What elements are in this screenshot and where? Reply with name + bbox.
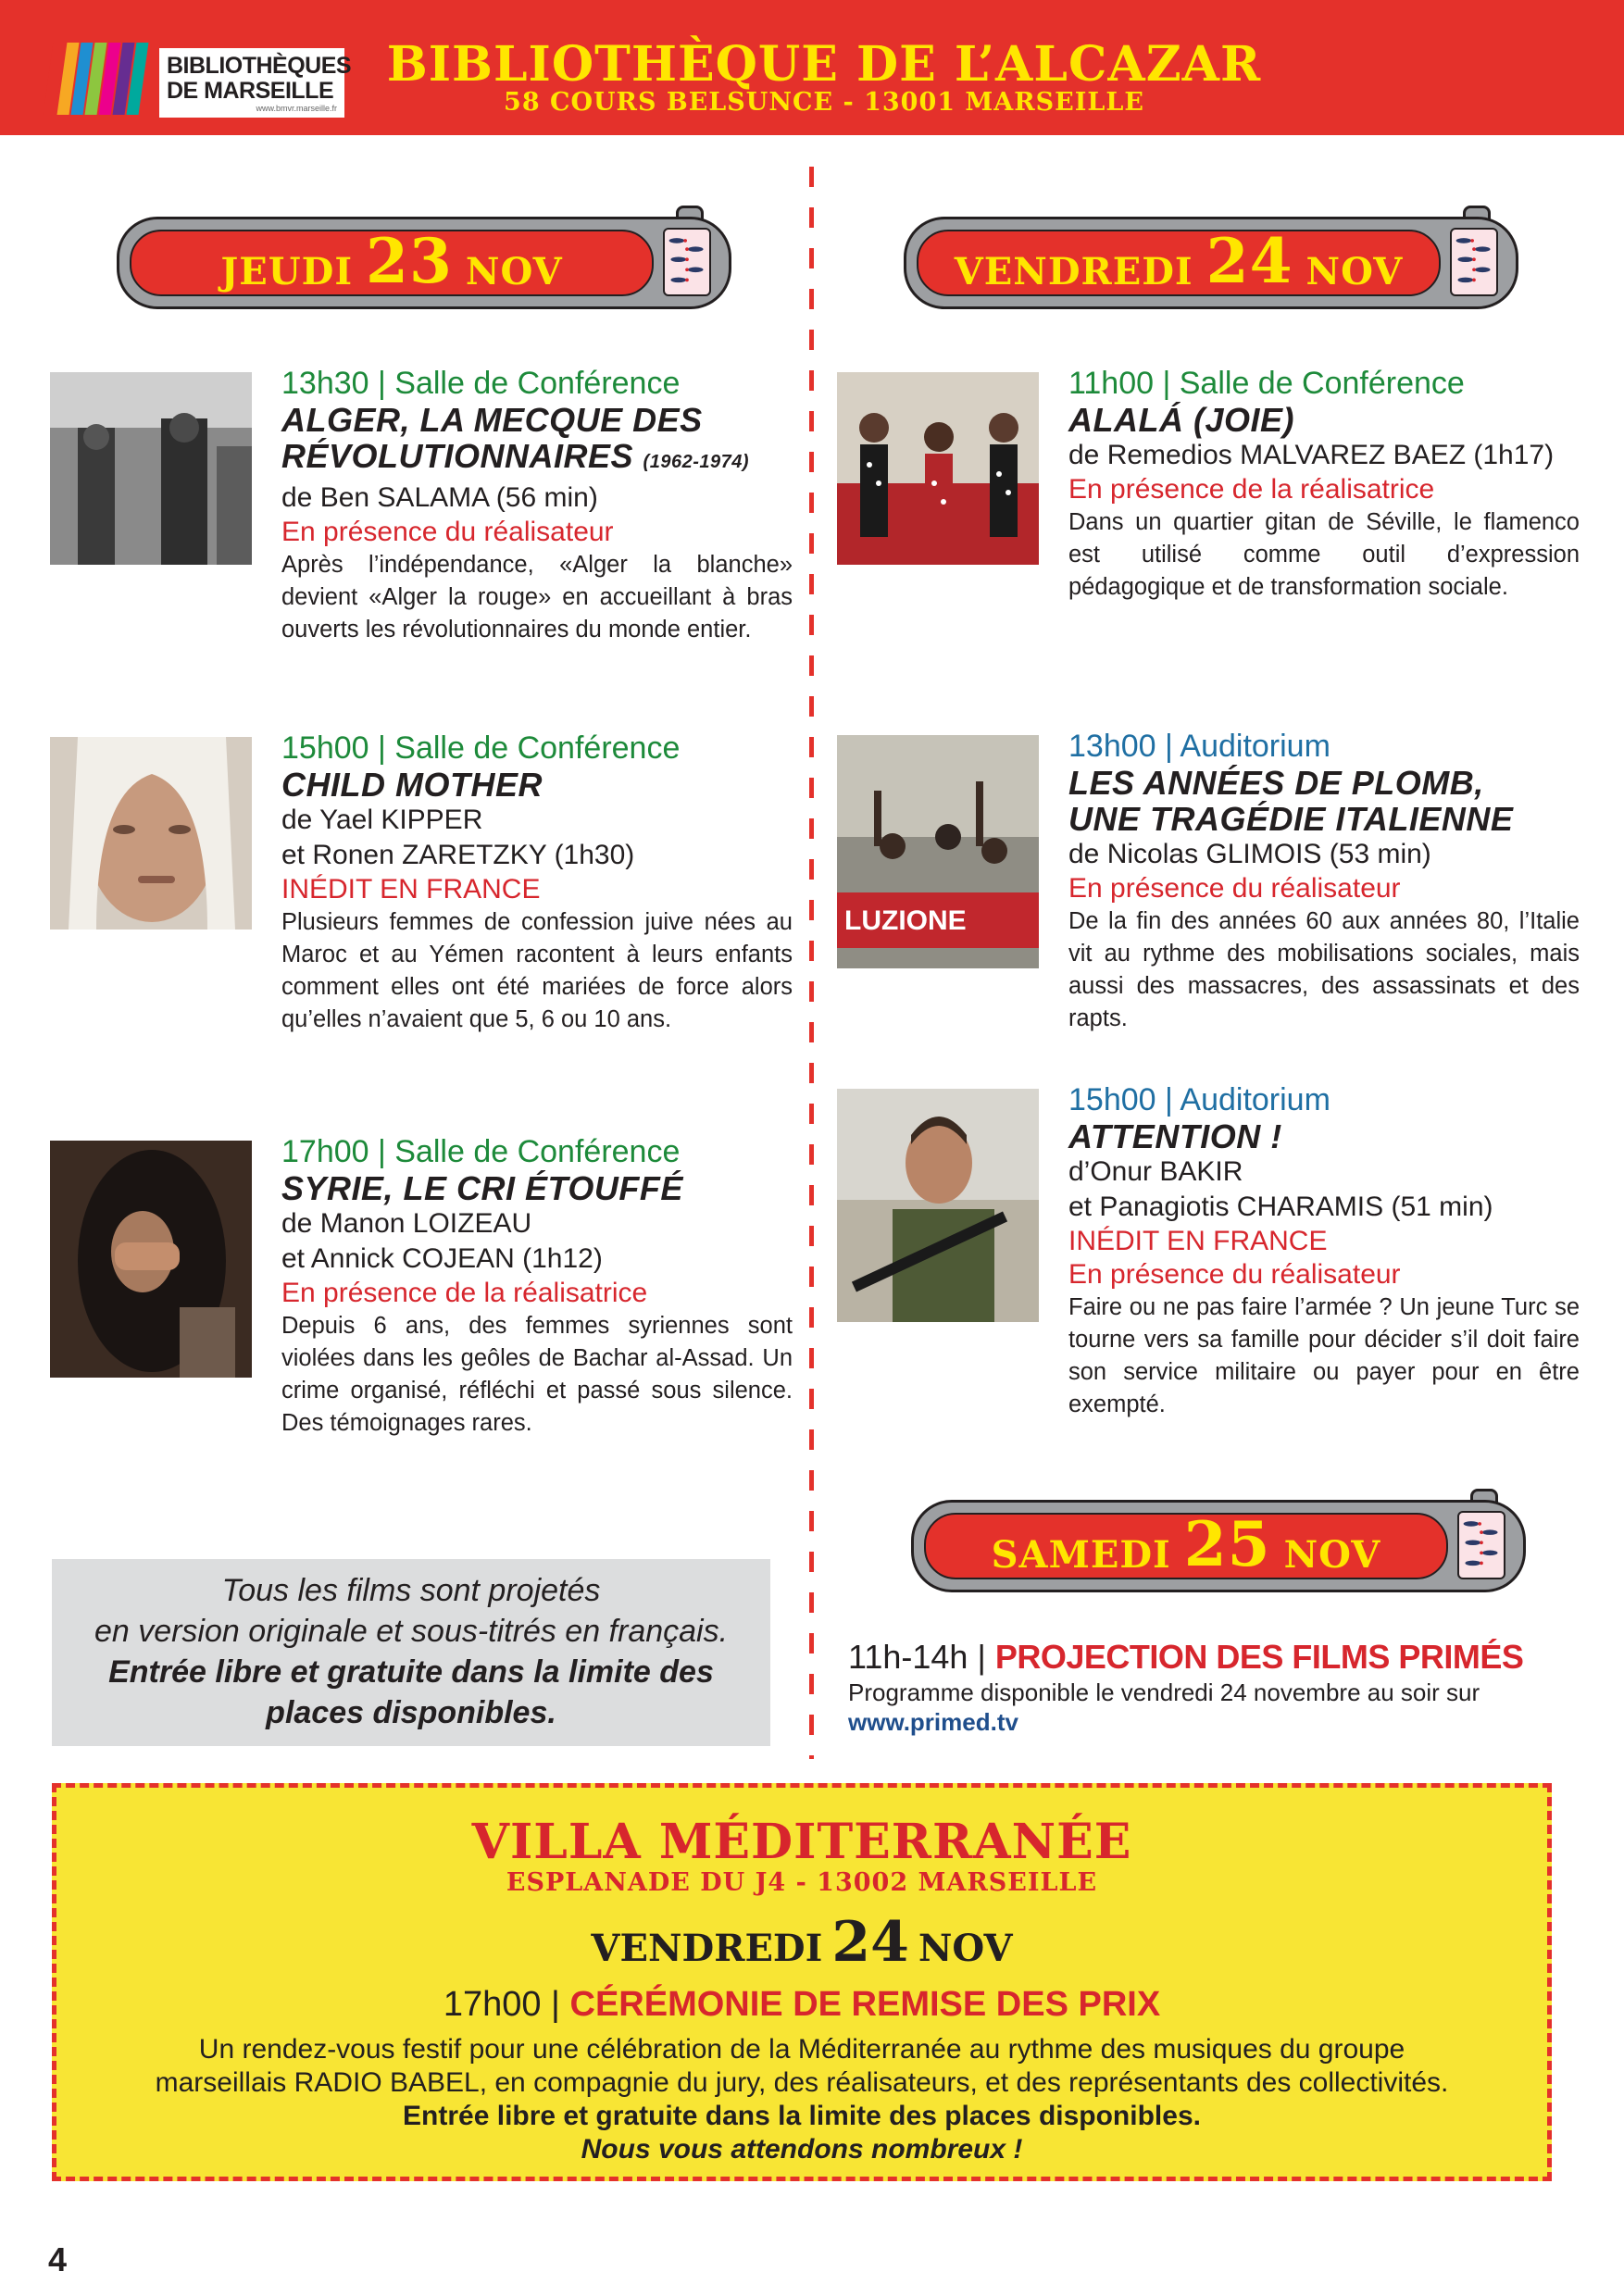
venue-name: BIBLIOTHÈQUE DE L’ALCAZAR [386,36,1262,93]
day-banner-saturday [911,1489,1526,1592]
film-director: d’Onur BAKIR [1068,1156,1243,1187]
film-director: de Nicolas GLIMOIS (53 min) [1068,839,1431,869]
villa-description-1: Un rendez-vous festif pour une célébration de la Méditerranée au rythme des musiques du groupe [198,2034,1405,2065]
film-text [281,730,793,1036]
banner-label-area [130,225,654,297]
italian-protest-photo [837,735,1039,968]
saturday-event-time: 11h-14h | [848,1638,986,1676]
film-description: Faire ou ne pas faire l’armée ? Un jeune Turc se tourne vers sa famille pour décider s’il doit faire son service militaire ou payer pour en être exempté. [1068,1294,1580,1417]
film-description: Plusieurs femmes de confession juive nées au Maroc et au Yémen racontent à leurs enfants comment elles ont été mariées de force alors qu’elles n’avaient que 5, 6 ou 10 ans. [281,909,793,1032]
venue-heading [361,37,1287,117]
sardines-icon [1457,1511,1505,1579]
film-note: En présence de la réalisatrice [281,1278,648,1308]
film-director-2: et Ronen ZARETZKY (1h30) [281,840,635,870]
info-line-1: Tous les films sont projetés [221,1573,601,1608]
film-note: En présence de la réalisatrice [1068,474,1435,505]
villa-event-time: 17h00 | [443,1985,560,2024]
film-director: de Ben SALAMA (56 min) [281,482,598,513]
film-description: Après l’indépendance, «Alger la blanche» devient «Alger la rouge» en accueillant à bras ouverts les révolutionnaires du monde entier. [281,552,793,643]
film-text [1068,1081,1580,1421]
primed-link[interactable]: www.primed.tv [848,1708,1018,1736]
film-title: ALGER, LA MECQUE DES RÉVOLUTIONNAIRES (1962-1974) [281,401,750,475]
film-title: CHILD MOTHER [281,766,543,804]
villa-name: VILLA MÉDITERRANÉE [471,1814,1132,1870]
svg-text:LUZIONE: LUZIONE [844,905,967,936]
film-text [1068,365,1580,604]
saturday-event-title: PROJECTION DES FILMS PRIMÉS [994,1638,1524,1676]
logo-line2: DE MARSEILLE [167,78,334,104]
film-director: de Remedios MALVAREZ BAEZ (1h17) [1068,440,1555,470]
soldier-with-rifle-photo [837,1089,1039,1322]
villa-closing: Nous vous attendons nombreux ! [581,2134,1023,2165]
banner-label-area [917,225,1441,297]
saturday-event [848,1637,1570,1737]
film-note: INÉDIT EN FRANCE [1068,1226,1328,1256]
sardines-icon [1450,228,1498,296]
film-note: En présence du réalisateur [1068,873,1401,904]
banner-label: VENDREDI 24 NOV [954,225,1404,297]
film-time: 13h30 | Salle de Conférence [281,366,681,401]
logo-url[interactable]: www.bmvr.marseille.fr [256,104,337,113]
screening-info-box [52,1559,770,1746]
flamenco-dancers-photo [837,372,1039,565]
villa-mediterranee-box [52,1783,1552,2181]
film-title: SYRIE, LE CRI ÉTOUFFÉ [281,1169,683,1207]
film-text [281,365,793,646]
film-time: 15h00 | Salle de Conférence [281,730,681,766]
film-description: Dans un quartier gitan de Séville, le flamenco est utilisé comme outil d’expression pédagogique et de transformation sociale. [1068,509,1580,600]
film-director: de Yael KIPPER [281,805,483,835]
villa-event-title: CÉRÉMONIE DE REMISE DES PRIX [569,1985,1161,2024]
villa-event-heading [56,1983,1547,2026]
page-number: 4 [48,2240,68,2278]
info-line-4: places disponibles. [266,1695,556,1730]
film-text [1068,728,1580,1035]
banner-label: SAMEDI 25 NOV [991,1508,1381,1580]
film-description: Depuis 6 ans, des femmes syriennes sont violées dans les geôles de Bachar al-Assad. Un crime organisé, réfléchi et passé sous silence. Des témoignages rares. [281,1313,793,1436]
villa-description-2: marseillais RADIO BABEL, en compagnie du jury, des réalisateurs, et des représentants des collectivités. [155,2067,1449,2098]
film-note-2: En présence du réalisateur [1068,1259,1401,1290]
day-banner-thursday [117,206,731,309]
sardines-icon [663,228,711,296]
banner-label-area [924,1508,1448,1580]
film-note: INÉDIT EN FRANCE [281,874,541,905]
film-time: 11h00 | Salle de Conférence [1068,366,1465,401]
film-time: 13h00 | Auditorium [1068,729,1330,764]
film-text [281,1133,793,1440]
saturday-event-description: Programme disponible le vendredi 24 novembre au soir sur [848,1678,1480,1706]
day-banner-friday [904,206,1518,309]
film-description: De la fin des années 60 aux années 80, l’Italie vit au rythme des mobilisations sociales, mais aussi des massacres, des assassinats et des rapts. [1068,908,1580,1031]
revolutionaries-photo [50,372,252,565]
film-title: ALALÁ (JOIE) [1068,401,1294,439]
villa-date: VENDREDI 24 NOV [591,1910,1013,1975]
saturday-event-heading [848,1637,1570,1678]
info-line-2: en version originale et sous-titrés en français. [94,1614,729,1649]
veiled-woman-photo [50,1141,252,1378]
info-line-3: Entrée libre et gratuite dans la limite des [108,1654,714,1690]
film-time: 17h00 | Salle de Conférence [281,1134,681,1169]
logo-line1: BIBLIOTHÈQUES [167,53,352,79]
film-director-2: et Panagiotis CHARAMIS (51 min) [1068,1192,1493,1222]
film-time: 15h00 | Auditorium [1068,1082,1330,1117]
villa-entry-note: Entrée libre et gratuite dans la limite des places disponibles. [403,2101,1201,2131]
elderly-woman-photo [50,737,252,930]
page-header [0,0,1624,135]
film-title: ATTENTION ! [1068,1117,1282,1155]
villa-address: ESPLANADE DU J4 - 13002 MARSEILLE [506,1868,1098,1897]
film-director-2: et Annick COJEAN (1h12) [281,1243,603,1274]
bibliotheques-logo-text [159,48,352,118]
film-title: LES ANNÉES DE PLOMB, [1068,764,1484,802]
film-director: de Manon LOIZEAU [281,1208,532,1239]
bibliotheques-logo-icon [48,43,148,115]
film-note: En présence du réalisateur [281,517,614,547]
film-title-years: (1962-1974) [643,452,750,472]
venue-address: 58 COURS BELSUNCE - 13001 MARSEILLE [504,88,1144,117]
column-divider [809,167,814,1759]
banner-label: JEUDI 23 NOV [220,225,563,297]
film-title-line2: UNE TRAGÉDIE ITALIENNE [1068,800,1514,838]
